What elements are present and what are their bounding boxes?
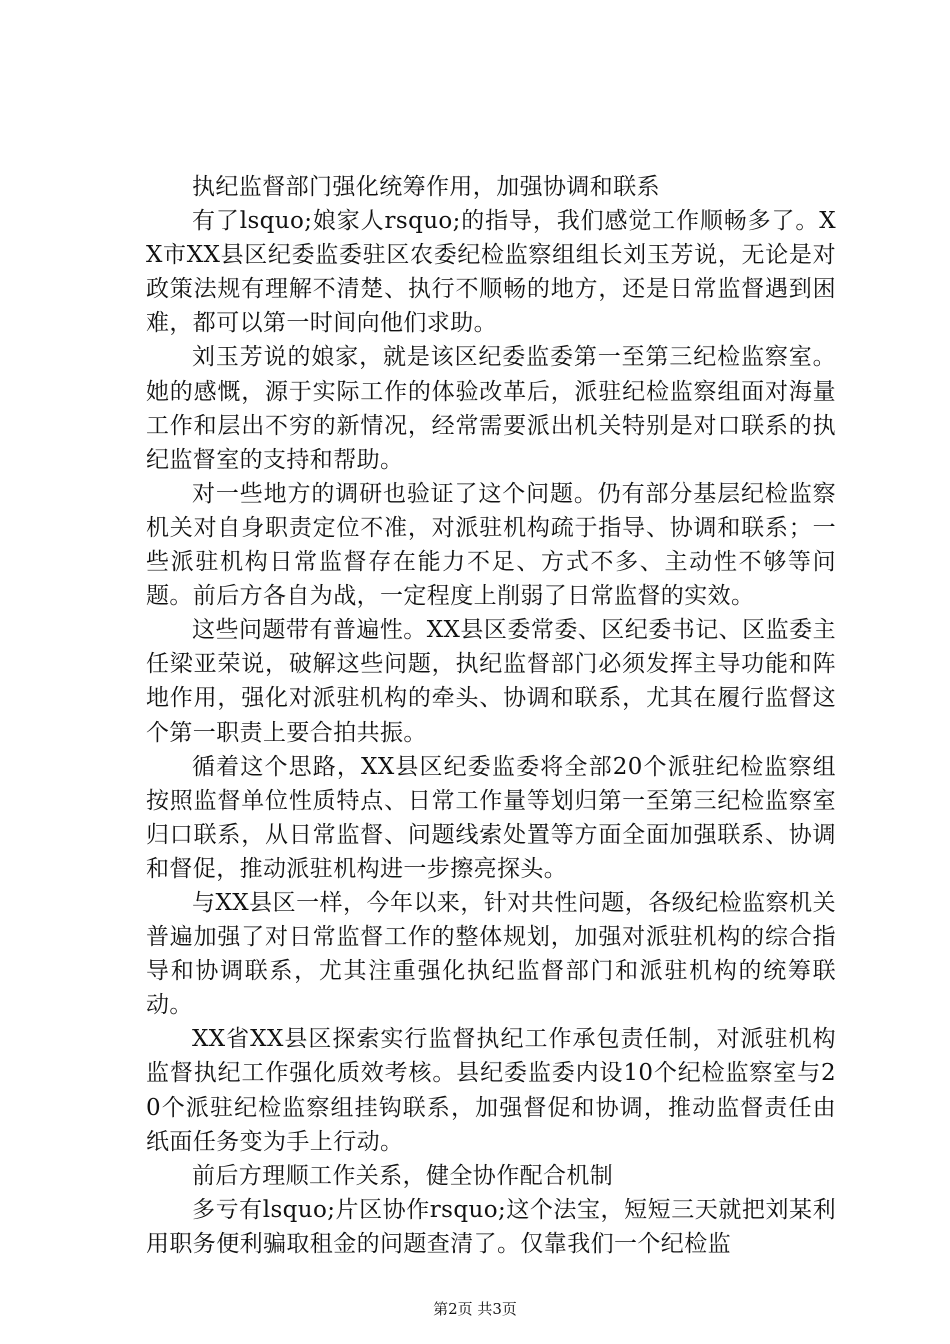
page-footer: 第2页 共3页 — [433, 1300, 517, 1318]
paragraph: 对一些地方的调研也验证了这个问题。仍有部分基层纪检监察机关对自身职责定位不准，对派驻机构疏于指导、协调和联系；一些派驻机构日常监督存在能力不足、方式不多、主动性不够等问题。前后方各自为战，一定程度上削弱了日常监督的实效。 — [146, 480, 836, 610]
paragraph: 与XX县区一样，今年以来，针对共性问题，各级纪检监察机关普遍加强了对日常监督工作的整体规划，加强对派驻机构的综合指导和协调联系，尤其注重强化执纪监督部门和派驻机构的统筹联动。 — [146, 889, 836, 1019]
paragraph: 循着这个思路，XX县区纪委监委将全部20个派驻纪检监察组按照监督单位性质特点、日常工作量等划归第一至第三纪检监察室归口联系，从日常监督、问题线索处置等方面全面加强联系、协调和督促，推动派驻机构进一步擦亮探头。 — [146, 753, 836, 882]
paragraph: XX省XX县区探索实行监督执纪工作承包责任制，对派驻机构监督执纪工作强化质效考核。县纪委监委内设10个纪检监察室与20个派驻纪检监察组挂钩联系，加强督促和协调，推动监督责任由纸面任务变为手上行动。 — [146, 1026, 836, 1155]
paragraph: 刘玉芳说的娘家，就是该区纪委监委第一至第三纪检监察室。她的感慨，源于实际工作的体验改革后，派驻纪检监察组面对海量工作和层出不穷的新情况，经常需要派出机关特别是对口联系的执纪监督室的支持和帮助。 — [146, 344, 836, 473]
document-body — [146, 170, 836, 1261]
paragraph: 这些问题带有普遍性。XX县区委常委、区纪委书记、区监委主任梁亚荣说，破解这些问题，执纪监督部门必须发挥主导功能和阵地作用，强化对派驻机构的牵头、协调和联系，尤其在履行监督这个第一职责上要合拍共振。 — [146, 617, 836, 746]
paragraph: 有了lsquo;娘家人rsquo;的指导，我们感觉工作顺畅多了。XX市XX县区纪委监委驻区农委纪检监察组组长刘玉芳说，无论是对政策法规有理解不清楚、执行不顺畅的地方，还是日常监督遇到困难，都可以第一时间向他们求助。 — [146, 208, 836, 337]
section-heading: 执纪监督部门强化统筹作用，加强协调和联系 — [192, 174, 660, 200]
paragraph: 多亏有lsquo;片区协作rsquo;这个法宝，短短三天就把刘某利用职务便利骗取租金的问题查清了。仅靠我们一个纪检监 — [146, 1196, 836, 1257]
section-heading: 前后方理顺工作关系，健全协作配合机制 — [192, 1162, 614, 1189]
